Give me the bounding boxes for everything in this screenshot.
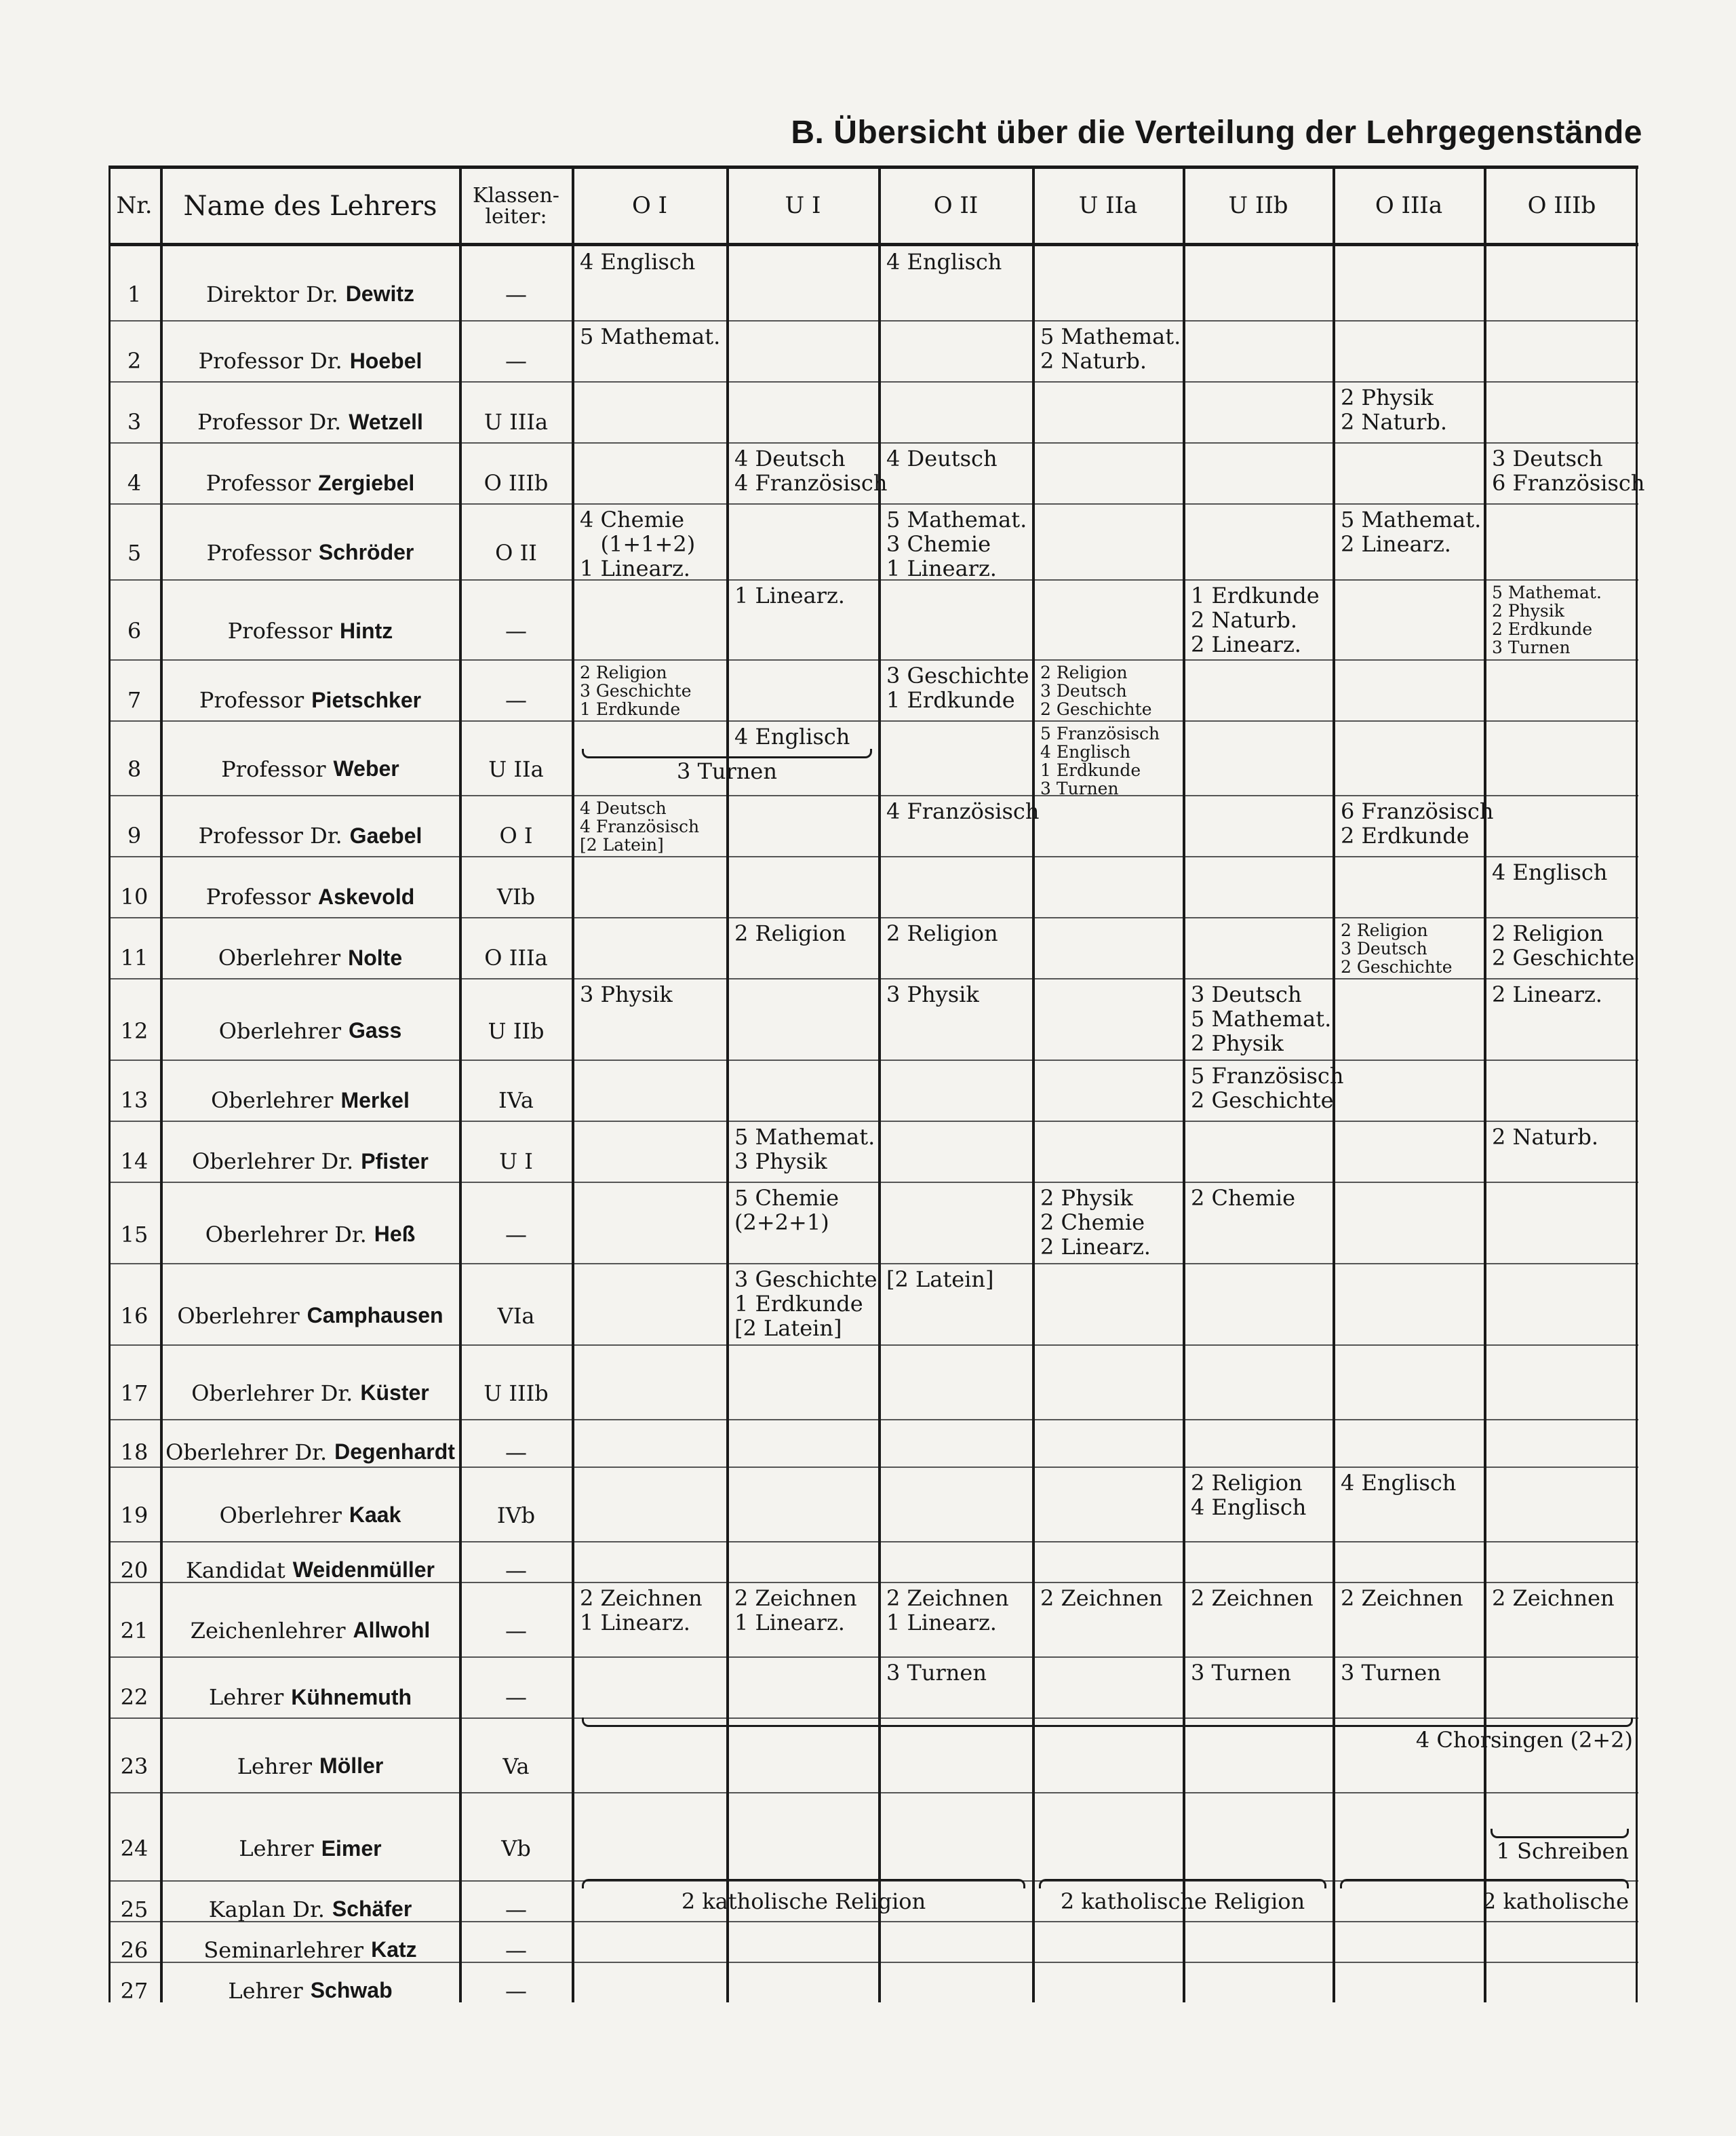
subject-cell-OIIIa: 2 Religion 3 Deutsch 2 Geschichte xyxy=(1341,920,1453,977)
teacher-title: Professor xyxy=(199,687,304,714)
klassenleiter-value: — xyxy=(505,1557,527,1583)
klassenleiter-value: U I xyxy=(499,1148,533,1175)
row-number: 5 xyxy=(127,539,142,566)
teacher-surname: Heß xyxy=(374,1222,416,1247)
teacher-title: Lehrer xyxy=(237,1753,313,1779)
klassenleiter-value: IVa xyxy=(498,1087,534,1114)
klassenleiter-value: — xyxy=(505,1617,527,1644)
row-number: 14 xyxy=(120,1148,149,1175)
teacher-name xyxy=(163,1486,458,1545)
row-number: 8 xyxy=(127,756,142,782)
subject-cell-OIIIb: 2 Zeichnen xyxy=(1492,1585,1615,1611)
teacher-surname: Weber xyxy=(333,756,399,781)
teacher-surname: Allwohl xyxy=(353,1618,431,1643)
subject-cell-UIIa: 5 Mathemat. 2 Naturb. xyxy=(1040,324,1181,374)
teacher-title: Professor xyxy=(205,884,311,910)
row-number: 15 xyxy=(120,1221,149,1247)
subject-cell-OII: [2 Latein] xyxy=(886,1266,994,1292)
klassenleiter-value: Va xyxy=(502,1753,530,1779)
row-number: 9 xyxy=(127,823,142,849)
klassenleiter-value: VIa xyxy=(497,1302,535,1329)
subject-cell-OI: 4 Deutsch 4 Französisch [2 Latein] xyxy=(580,798,700,855)
row-number: 3 xyxy=(127,409,142,435)
subject-cell-OII: 4 Deutsch xyxy=(886,446,998,471)
teacher-title: Oberlehrer xyxy=(218,945,341,971)
brace xyxy=(1039,1879,1326,1888)
klassenleiter-value: IVb xyxy=(496,1502,536,1528)
row-number: 10 xyxy=(120,884,149,910)
teacher-name xyxy=(163,522,458,583)
klassenleiter-value: O IIIb xyxy=(484,470,549,497)
teacher-name xyxy=(163,933,458,982)
subject-cell-OIIIa: 2 Physik 2 Naturb. xyxy=(1341,385,1448,435)
page-title: B. Übersicht über die Verteilung der Lehrgegenstände xyxy=(791,115,1642,151)
subject-cell-OII: 3 Geschichte 1 Erdkunde xyxy=(886,663,1029,713)
teacher-surname: Schwab xyxy=(310,1978,393,2003)
teacher-title: Seminarlehrer xyxy=(203,1937,364,1963)
teacher-name xyxy=(163,1283,458,1348)
teacher-title: Oberlehrer xyxy=(218,1017,341,1044)
span-label: 2 katholische xyxy=(1482,1888,1629,1914)
row-number: 1 xyxy=(127,281,142,307)
teacher-surname: Küster xyxy=(360,1380,429,1405)
klassenleiter-value: — xyxy=(505,1439,527,1465)
teacher-name xyxy=(163,1673,458,1722)
teacher-name xyxy=(163,459,458,507)
teacher-surname: Hintz xyxy=(340,618,393,643)
subject-cell-OII: 2 Religion xyxy=(886,920,998,946)
klassenleiter-value: — xyxy=(505,687,527,714)
teacher-title: Kandidat xyxy=(186,1557,285,1583)
row-number: 24 xyxy=(120,1836,149,1862)
subject-cell-UIIb: 2 Religion 4 Englisch xyxy=(1191,1470,1307,1520)
teacher-title: Oberlehrer Dr. xyxy=(165,1439,328,1465)
teacher-surname: Camphausen xyxy=(307,1303,443,1328)
subject-cell-OIIIb: 4 Englisch xyxy=(1492,859,1608,885)
subject-cell-UI: 3 Geschichte 1 Erdkunde [2 Latein] xyxy=(734,1266,877,1341)
spanning-entry xyxy=(1491,1829,1629,1864)
teacher-surname: Möller xyxy=(319,1753,384,1779)
teacher-title: Lehrer xyxy=(228,1977,303,2004)
teacher-title: Professor xyxy=(227,618,333,644)
header-class-OI: O I xyxy=(631,192,668,220)
teacher-surname: Gass xyxy=(348,1018,402,1043)
row-number: 20 xyxy=(120,1557,149,1583)
subject-cell-UI: 4 Englisch xyxy=(734,724,850,750)
subject-cell-UIIa: 2 Physik 2 Chemie 2 Linearz. xyxy=(1040,1185,1151,1260)
teacher-title: Zeichenlehrer xyxy=(190,1617,346,1644)
header-klassenleiter: Klassen- leiter: xyxy=(473,183,559,229)
klassenleiter-value: — xyxy=(505,1977,527,2004)
teacher-name xyxy=(163,872,458,921)
teacher-surname: Dewitz xyxy=(345,281,415,307)
row-number: 11 xyxy=(120,945,149,971)
klassenleiter-value: U IIIb xyxy=(484,1380,549,1406)
teacher-title: Professor xyxy=(205,470,311,497)
subject-cell-UIIb: 1 Erdkunde 2 Naturb. 2 Linearz. xyxy=(1191,583,1320,657)
column-divider xyxy=(1636,166,1638,2002)
subject-cell-UIIa: 2 Zeichnen xyxy=(1040,1585,1163,1611)
row-number: 22 xyxy=(120,1684,149,1711)
teacher-title: Professor Dr. xyxy=(198,823,342,849)
teacher-title: Lehrer xyxy=(239,1836,314,1862)
subject-cell-OIIIb: 5 Mathemat. 2 Physik 2 Erdkunde 3 Turnen xyxy=(1492,583,1602,657)
teacher-title: Professor xyxy=(221,756,326,782)
row-number: 26 xyxy=(120,1937,149,1963)
teacher-surname: Gaebel xyxy=(349,823,422,848)
row-number: 23 xyxy=(120,1753,149,1779)
header-class-OII: O II xyxy=(933,192,979,220)
span-label: 1 Schreiben xyxy=(1496,1838,1629,1864)
row-number: 7 xyxy=(127,687,142,714)
subject-cell-OIIIa: 5 Mathemat. 2 Linearz. xyxy=(1341,507,1482,557)
subject-cell-OII: 3 Physik xyxy=(886,982,979,1007)
teacher-surname: Degenhardt xyxy=(334,1439,455,1464)
teacher-name xyxy=(163,265,458,324)
span-label: 3 Turnen xyxy=(677,758,777,784)
teacher-name xyxy=(163,1736,458,1796)
teacher-name xyxy=(163,998,458,1064)
subject-cell-UIIb: 3 Turnen xyxy=(1191,1660,1291,1686)
teacher-surname: Askevold xyxy=(318,884,415,909)
row-number: 25 xyxy=(120,1896,149,1922)
header-class-OIIIb: O IIIb xyxy=(1527,192,1596,220)
row-number: 2 xyxy=(127,348,142,374)
subject-cell-UI: 2 Zeichnen 1 Linearz. xyxy=(734,1585,857,1635)
span-label: 2 katholische Religion xyxy=(1060,1888,1305,1914)
teacher-name xyxy=(163,1137,458,1186)
klassenleiter-value: U IIIa xyxy=(484,409,549,435)
teacher-name xyxy=(163,1893,458,1926)
teacher-surname: Kühnemuth xyxy=(291,1684,412,1709)
span-label: 2 katholische Religion xyxy=(681,1888,926,1914)
header-class-UIIa: U IIa xyxy=(1078,192,1138,220)
header-nr: Nr. xyxy=(116,192,153,220)
teacher-surname: Eimer xyxy=(321,1836,382,1861)
subject-cell-OI: 4 Chemie (1+1+2) 1 Linearz. xyxy=(580,507,696,581)
subject-cell-UI: 2 Religion xyxy=(734,920,846,946)
klassenleiter-value: O I xyxy=(499,823,533,849)
brace xyxy=(582,1717,1633,1727)
teacher-name xyxy=(163,811,458,860)
row-number: 12 xyxy=(120,1017,149,1044)
subject-cell-UIIb: 2 Chemie xyxy=(1191,1185,1296,1211)
teacher-title: Oberlehrer Dr. xyxy=(205,1221,367,1247)
subject-cell-OIIIa: 2 Zeichnen xyxy=(1341,1585,1463,1611)
subject-cell-OI: 3 Physik xyxy=(580,982,673,1007)
teacher-name xyxy=(163,1076,458,1125)
teacher-title: Lehrer xyxy=(208,1684,284,1711)
klassenleiter-value: — xyxy=(505,1937,527,1963)
brace xyxy=(1340,1879,1629,1888)
subject-cell-UIIb: 3 Deutsch 5 Mathemat. 2 Physik xyxy=(1191,982,1332,1056)
subject-cell-UIIb: 2 Zeichnen xyxy=(1191,1585,1314,1611)
teacher-surname: Weidenmüller xyxy=(292,1557,435,1582)
column-divider xyxy=(572,166,574,2002)
header-name: Name des Lehrers xyxy=(183,191,437,222)
subject-cell-OIIIa: 6 Französisch 2 Erdkunde xyxy=(1341,798,1494,849)
row-number: 21 xyxy=(120,1617,149,1644)
row-number: 13 xyxy=(120,1087,149,1114)
teacher-name xyxy=(163,397,458,446)
teacher-name xyxy=(163,739,458,799)
teacher-name xyxy=(163,1813,458,1884)
klassenleiter-value: — xyxy=(505,1896,527,1922)
klassenleiter-value: O II xyxy=(495,539,537,566)
teacher-title: Kaplan Dr. xyxy=(208,1896,325,1922)
teacher-title: Oberlehrer Dr. xyxy=(191,1380,353,1406)
teacher-name xyxy=(163,1601,458,1661)
row-number: 4 xyxy=(127,470,142,497)
klassenleiter-value: O IIIa xyxy=(484,945,548,971)
teacher-name xyxy=(163,599,458,663)
teacher-name xyxy=(163,1433,458,1471)
teacher-surname: Merkel xyxy=(340,1087,410,1112)
subject-cell-OIIIb: 3 Deutsch 6 Französisch xyxy=(1492,446,1645,496)
klassenleiter-value: U IIa xyxy=(488,756,544,782)
teacher-name xyxy=(163,1975,458,2007)
klassenleiter-value: — xyxy=(505,618,527,644)
teacher-title: Oberlehrer xyxy=(177,1302,300,1329)
spanning-entry xyxy=(1039,1879,1326,1914)
spanning-entry xyxy=(582,1717,1633,1753)
spanning-entry xyxy=(1340,1879,1629,1914)
teacher-surname: Pfister xyxy=(361,1148,429,1173)
teacher-title: Professor Dr. xyxy=(197,409,342,435)
subject-cell-OII: 3 Turnen xyxy=(886,1660,987,1686)
teacher-title: Oberlehrer xyxy=(219,1502,342,1528)
klassenleiter-value: U IIb xyxy=(488,1017,545,1044)
subject-cell-OIIIa: 4 Englisch xyxy=(1341,1470,1457,1496)
header-class-OIIIa: O IIIa xyxy=(1375,192,1443,220)
subject-cell-OIIIb: 2 Naturb. xyxy=(1492,1124,1599,1150)
klassenleiter-value: — xyxy=(505,281,527,307)
teacher-name xyxy=(163,676,458,724)
subject-cell-OIIIb: 2 Linearz. xyxy=(1492,982,1602,1007)
teacher-surname: Schäfer xyxy=(332,1897,412,1922)
subject-cell-OI: 2 Religion 3 Geschichte 1 Erdkunde xyxy=(580,663,692,719)
subject-cell-OI: 4 Englisch xyxy=(580,249,696,275)
brace xyxy=(582,1879,1025,1888)
row-number: 19 xyxy=(120,1502,149,1528)
klassenleiter-value: — xyxy=(505,1684,527,1711)
subject-cell-OII: 5 Mathemat. 3 Chemie 1 Linearz. xyxy=(886,507,1027,581)
teacher-surname: Kaak xyxy=(349,1502,401,1528)
teacher-surname: Katz xyxy=(371,1937,417,1962)
teacher-title: Direktor Dr. xyxy=(205,281,338,307)
teacher-surname: Wetzell xyxy=(349,409,423,434)
teacher-name xyxy=(163,336,458,385)
brace xyxy=(1491,1829,1629,1838)
spanning-entry xyxy=(582,1879,1025,1914)
subject-cell-OI: 2 Zeichnen 1 Linearz. xyxy=(580,1585,703,1635)
teacher-name xyxy=(163,1363,458,1423)
subject-cell-UI: 4 Deutsch 4 Französisch xyxy=(734,446,888,496)
subject-cell-OIIIb: 2 Religion 2 Geschichte xyxy=(1492,920,1635,971)
teacher-surname: Hoebel xyxy=(349,348,422,373)
klassenleiter-value: Vb xyxy=(501,1836,531,1862)
teacher-title: Oberlehrer Dr. xyxy=(192,1148,354,1175)
klassenleiter-value: VIb xyxy=(496,884,536,910)
teacher-name xyxy=(163,1554,458,1587)
teacher-surname: Nolte xyxy=(348,945,403,970)
teacher-name xyxy=(163,1934,458,1966)
header-class-UI: U I xyxy=(785,192,821,220)
subject-cell-UIIb: 5 Französisch 2 Geschichte xyxy=(1191,1063,1344,1113)
subject-cell-UI: 5 Mathemat. 3 Physik xyxy=(734,1124,875,1174)
row-number: 27 xyxy=(120,1977,149,2004)
klassenleiter-value: — xyxy=(505,1221,527,1247)
subject-cell-OI: 5 Mathemat. xyxy=(580,324,721,349)
spanning-entry xyxy=(582,749,872,784)
subject-cell-OIIIa: 3 Turnen xyxy=(1341,1660,1441,1686)
row-number: 6 xyxy=(127,618,142,644)
klassenleiter-value: — xyxy=(505,348,527,374)
row-number: 18 xyxy=(120,1439,149,1465)
subject-cell-UIIa: 2 Religion 3 Deutsch 2 Geschichte xyxy=(1040,663,1152,719)
teacher-surname: Zergiebel xyxy=(318,470,415,495)
subject-cell-OII: 2 Zeichnen 1 Linearz. xyxy=(886,1585,1009,1635)
brace xyxy=(582,749,872,758)
span-label: 4 Chorsingen (2+2) xyxy=(1415,1727,1633,1753)
subject-cell-OII: 4 Englisch xyxy=(886,249,1002,275)
teacher-title: Professor xyxy=(206,539,311,566)
row-number: 16 xyxy=(120,1302,149,1329)
teacher-name xyxy=(163,1202,458,1267)
header-class-UIIb: U IIb xyxy=(1228,192,1288,220)
subject-cell-OII: 4 Französisch xyxy=(886,798,1040,824)
subject-cell-UIIa: 5 Französisch 4 Englisch 1 Erdkunde 3 Turnen xyxy=(1040,724,1160,798)
teacher-title: Professor Dr. xyxy=(198,348,342,374)
teacher-title: Oberlehrer xyxy=(211,1087,334,1114)
row-number: 17 xyxy=(120,1380,149,1406)
subject-cell-UI: 1 Linearz. xyxy=(734,583,845,608)
teacher-surname: Schröder xyxy=(318,540,414,565)
teacher-surname: Pietschker xyxy=(311,687,422,712)
subject-cell-UI: 5 Chemie (2+2+1) xyxy=(734,1185,840,1235)
